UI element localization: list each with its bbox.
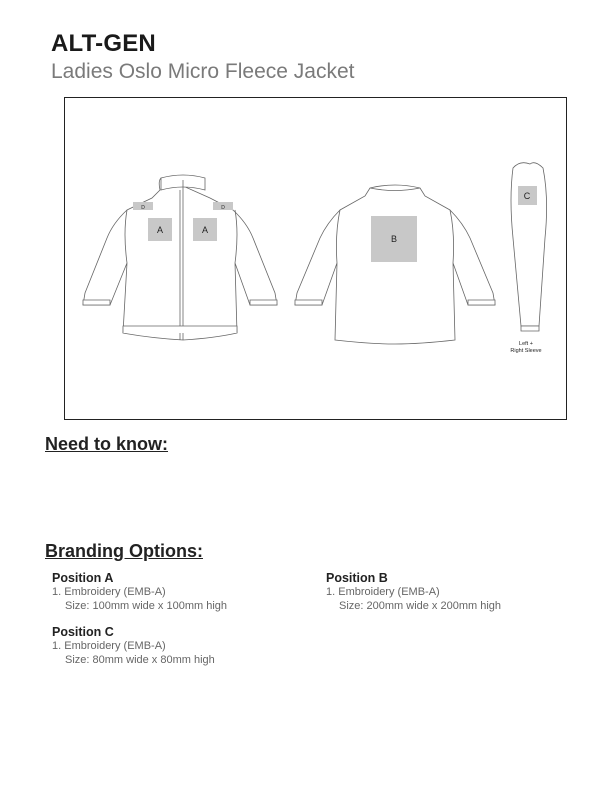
brand-name: ALT-GEN xyxy=(51,30,156,57)
position-c-block xyxy=(52,625,312,667)
back-jacket xyxy=(295,185,495,344)
sleeve-caption-line1: Left + xyxy=(519,341,533,347)
product-title: Ladies Oslo Micro Fleece Jacket xyxy=(51,60,355,83)
garment-drawing xyxy=(64,97,567,420)
position-b-block xyxy=(326,571,586,613)
position-a-block xyxy=(52,571,312,613)
label-b: B xyxy=(390,234,398,244)
position-a-method: 1. Embroidery (EMB-A) xyxy=(52,586,166,598)
label-d-right: D xyxy=(221,205,225,211)
garment-illustration xyxy=(65,98,568,421)
label-a-left: A xyxy=(156,225,164,235)
sleeve-caption-line2: Right Sleeve xyxy=(510,348,542,354)
label-d-left: D xyxy=(141,205,145,211)
position-b-size: Size: 200mm wide x 200mm high xyxy=(339,599,502,612)
position-c-method: 1. Embroidery (EMB-A) xyxy=(52,640,166,652)
label-a-right: A xyxy=(201,225,209,235)
position-a-size: Size: 100mm wide x 100mm high xyxy=(65,599,228,612)
need-to-know-heading: Need to know: xyxy=(45,434,169,454)
front-jacket xyxy=(83,175,277,340)
label-c: C xyxy=(523,191,531,201)
position-c-title: Position C xyxy=(52,625,114,639)
position-a-title: Position A xyxy=(52,571,114,585)
branding-options-heading: Branding Options: xyxy=(45,541,203,561)
position-b-title: Position B xyxy=(326,571,388,585)
position-c-size: Size: 80mm wide x 80mm high xyxy=(65,653,215,666)
position-b-method: 1. Embroidery (EMB-A) xyxy=(326,586,440,598)
